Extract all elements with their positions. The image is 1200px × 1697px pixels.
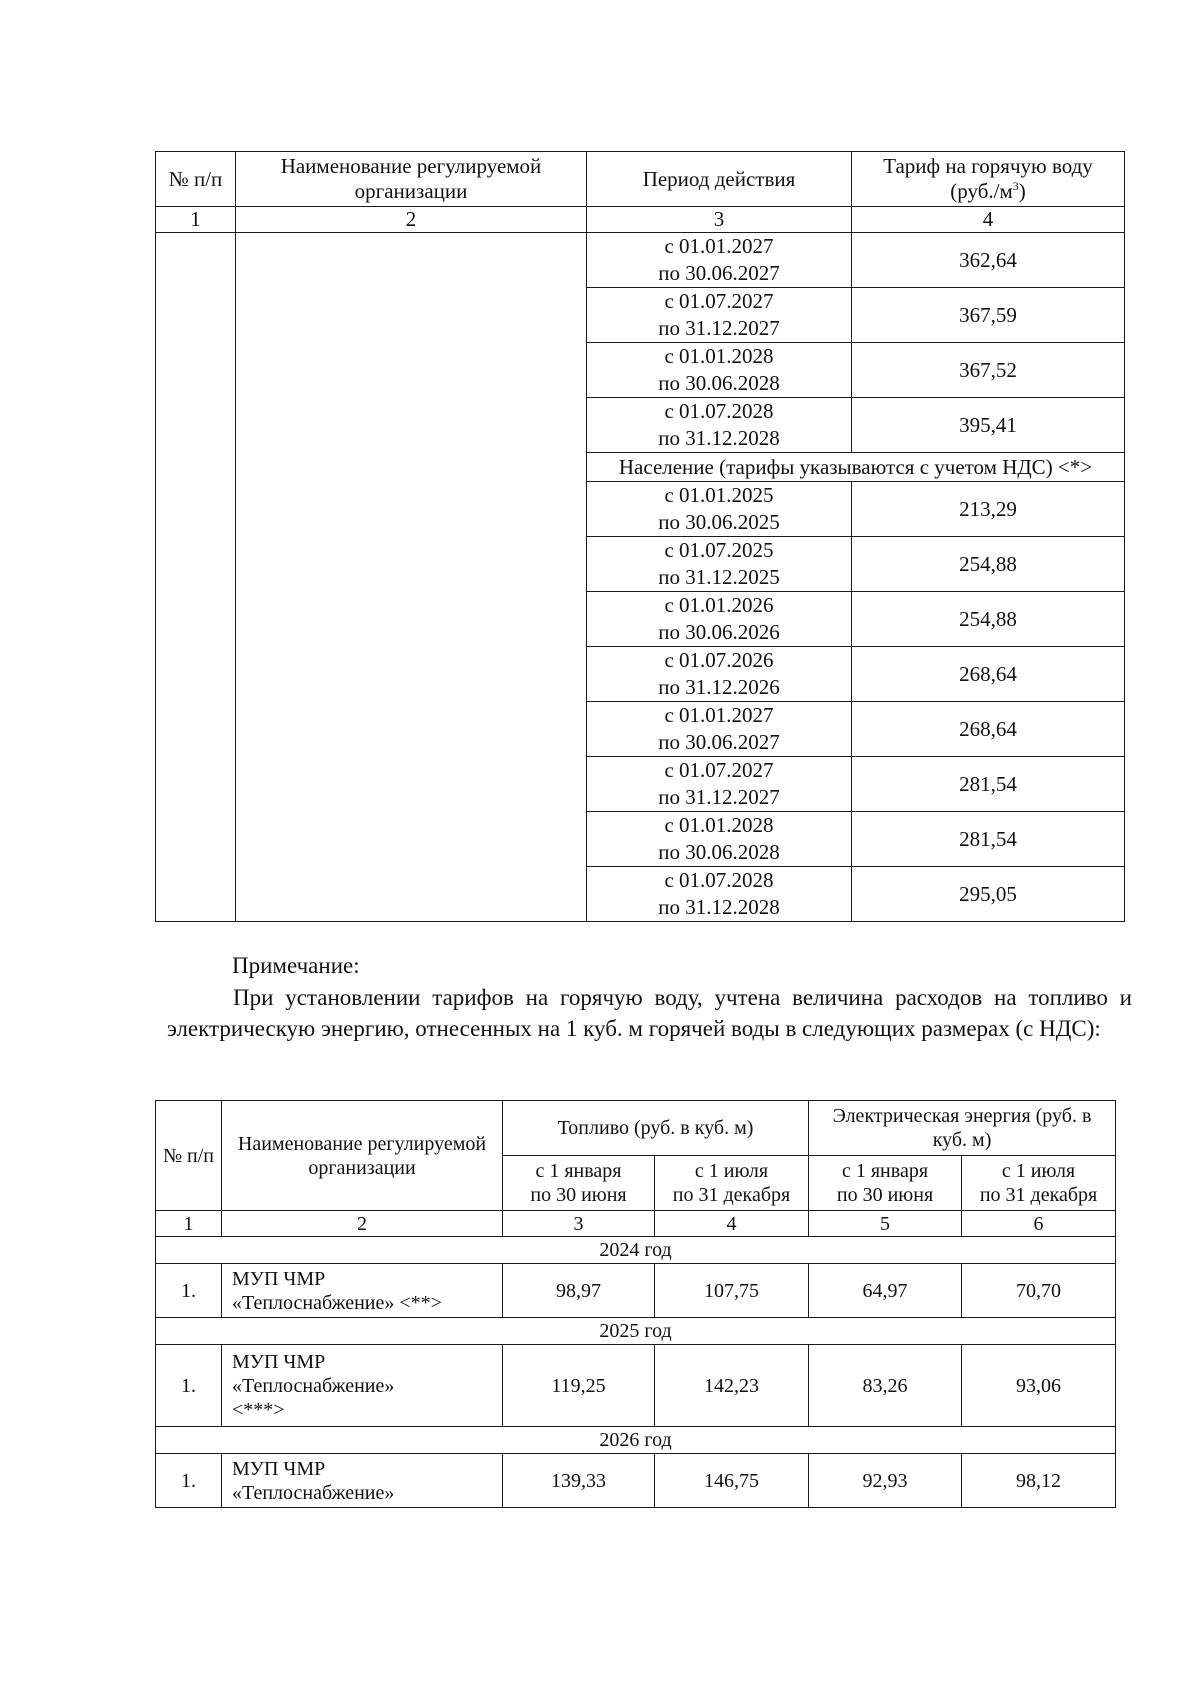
table-row: 1. МУП ЧМР «Теплоснабжение» <***> 119,25 142,23 83,26 93,06 [156,1345,1116,1427]
header-num: № п/п [156,152,236,207]
table-row: с 01.07.2027 по 31.12.2027 281,54 [156,757,1125,812]
header-fuel: Топливо (руб. в куб. м) [503,1101,809,1156]
table-row: с 01.01.2027 по 30.06.2027 362,64 [156,233,1125,288]
table-row: 1. МУП ЧМР «Теплоснабжение» 139,33 146,75 92,93 98,12 [156,1454,1116,1508]
table-row: с 01.07.2026 по 31.12.2026 268,64 [156,647,1125,702]
header-org: Наименование регулируемой организации [236,152,587,207]
header-org: Наименование регулируемой организации [222,1101,503,1211]
note-title: Примечание: [232,953,360,978]
header-electric: Электрическая энергия (руб. в куб. м) [809,1101,1116,1156]
header-period: Период действия [587,152,852,207]
year-row: 2026 год [156,1427,1116,1454]
table-row: с 01.01.2028 по 30.06.2028 281,54 [156,812,1125,867]
table-row: 1. МУП ЧМР «Теплоснабжение» <**> 98,97 107,75 64,97 70,70 [156,1264,1116,1318]
fuel-energy-table [155,1100,1116,1508]
table-row: с 01.07.2028 по 31.12.2028 295,05 [156,867,1125,922]
note-text: При установлении тарифов на горячую воду, учтена величина расходов на топливо и электрическую энергию, отнесенных на 1 куб. м горячей воды в следующих размерах (с НДС): [167,985,1132,1041]
column-numbers-row: 1 2 3 4 [156,207,1125,233]
table-row: с 01.07.2028 по 31.12.2028 395,41 [156,398,1125,453]
column-numbers-row: 1 2 3 4 5 6 [156,1211,1116,1237]
table-row: с 01.01.2025 по 30.06.2025 213,29 [156,482,1125,537]
table-row: с 01.07.2025 по 31.12.2025 254,88 [156,537,1125,592]
year-row: 2024 год [156,1237,1116,1264]
table-row: с 01.07.2027 по 31.12.2027 367,59 [156,288,1125,343]
table-row: с 01.01.2026 по 30.06.2026 254,88 [156,592,1125,647]
tariff-table [155,151,1125,922]
table-row: с 01.01.2028 по 30.06.2028 367,52 [156,343,1125,398]
header-tariff: Тариф на горячую воду $(руб./м^3)$ [852,152,1125,207]
year-row: 2025 год [156,1318,1116,1345]
header-num: № п/п [156,1101,222,1211]
subheader-row: с 1 января по 30 июня с 1 июля по 31 декабря с 1 января по 30 июня с 1 июля по 31 декабря [156,1156,1116,1211]
population-row: Население (тарифы указываются с учетом НДС) <*> [156,453,1125,482]
table-row: с 01.01.2027 по 30.06.2027 268,64 [156,702,1125,757]
